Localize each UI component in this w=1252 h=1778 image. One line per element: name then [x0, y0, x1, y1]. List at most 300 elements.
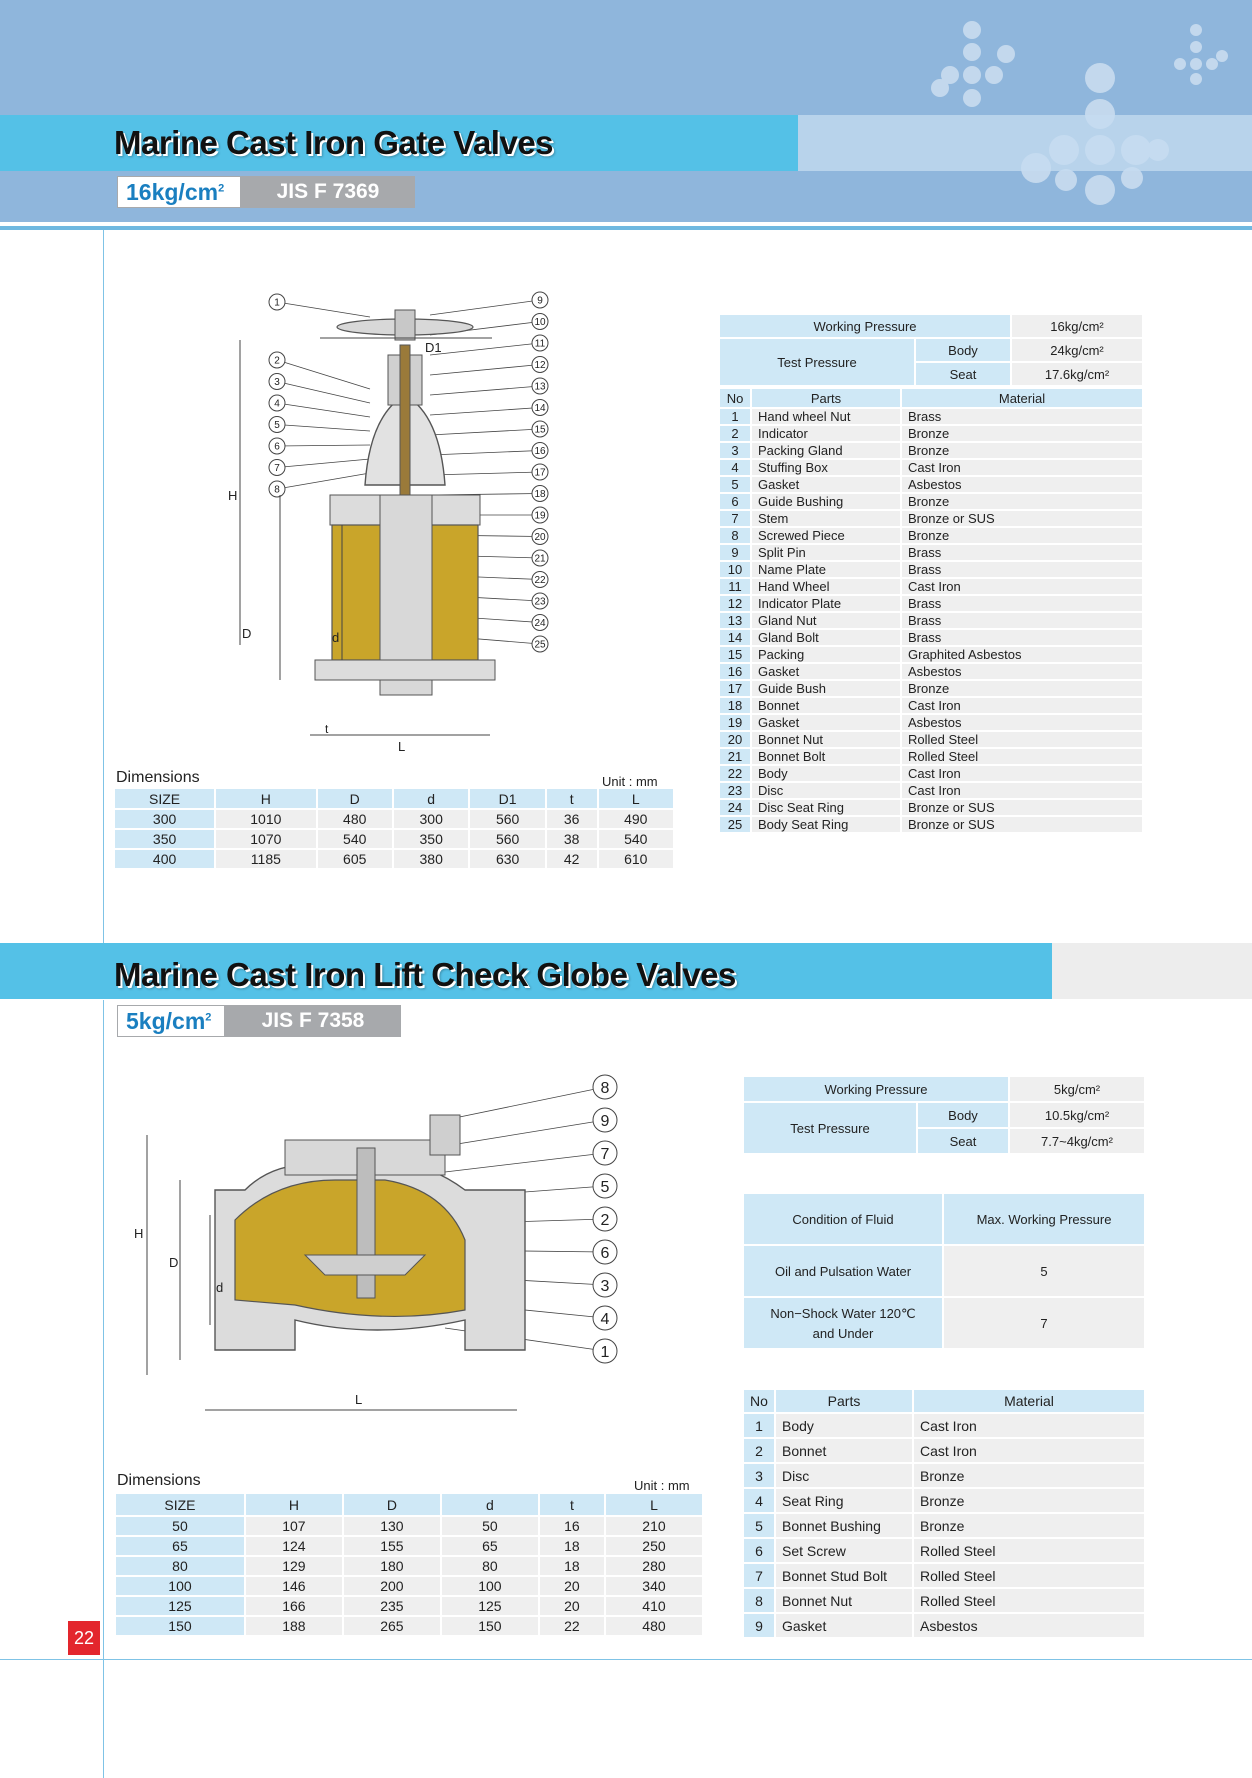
dim-cell: 250 [606, 1537, 702, 1555]
table-row [720, 732, 1142, 747]
part-name: Bonnet Stud Bolt [782, 1567, 888, 1584]
fluid-condition-2-line1: Non−Shock Water 120℃ [770, 1305, 916, 1321]
svg-text:D: D [242, 626, 252, 641]
table-row [744, 1464, 1144, 1487]
part-no: 12 [720, 596, 750, 611]
callout-number: 5 [274, 420, 280, 432]
table-row [720, 698, 1142, 713]
dim-col-header: H [246, 1494, 342, 1515]
dim-col-header: d [394, 789, 468, 808]
table-row [116, 1517, 702, 1535]
gate-standard-badge: JIS F 7369 [241, 176, 415, 208]
part-material: Brass [908, 562, 942, 577]
dim-cell: 80 [442, 1557, 538, 1575]
part-no: 20 [720, 732, 750, 747]
dim-cell: 50 [442, 1517, 538, 1535]
callout-number: 8 [274, 484, 280, 496]
table-row [720, 783, 1142, 798]
part-name: Bonnet Bushing [782, 1517, 881, 1534]
part-no: 3 [744, 1464, 774, 1487]
part-name: Disc [782, 1467, 810, 1484]
globe-parts-col-parts: Parts [776, 1390, 912, 1412]
table-row [720, 596, 1142, 611]
table-row [720, 800, 1142, 815]
part-no: 4 [744, 1489, 774, 1512]
globe-left-rule [103, 1000, 104, 1778]
dim-col-header: D [318, 789, 392, 808]
table-row [720, 511, 1142, 526]
globe-dimensions-table [114, 1492, 704, 1637]
globe-seat-label: Seat [918, 1129, 1008, 1153]
dim-cell: 38 [547, 830, 597, 848]
gate-unit-label: Unit : mm [602, 774, 658, 789]
callout-number: 18 [534, 489, 546, 501]
dim-cell: 235 [344, 1597, 440, 1615]
dim-cell: 490 [599, 810, 674, 828]
table-row [720, 817, 1142, 832]
dim-cell: 560 [470, 810, 544, 828]
table-row [720, 409, 1142, 424]
dim-cell: 22 [540, 1617, 604, 1635]
dim-cell: 155 [344, 1537, 440, 1555]
dim-cell: 124 [246, 1537, 342, 1555]
part-name: Gland Bolt [758, 630, 819, 645]
callout-number: 2 [600, 1211, 610, 1229]
fluid-value-2: 7 [944, 1298, 1144, 1348]
callout-marker [430, 443, 548, 459]
fluid-value-1: 5 [944, 1246, 1144, 1296]
table-row [720, 545, 1142, 560]
part-material: Brass [908, 630, 942, 645]
part-no: 21 [720, 749, 750, 764]
part-no: 5 [744, 1514, 774, 1537]
part-name: Bonnet Nut [782, 1592, 853, 1609]
gate-parts-col-no: No [720, 389, 750, 407]
dim-cell: 50 [116, 1517, 244, 1535]
table-row [115, 850, 673, 868]
callout-marker [430, 421, 548, 437]
callout-number: 12 [534, 360, 546, 372]
part-no: 2 [744, 1439, 774, 1462]
dim-cell: 410 [606, 1597, 702, 1615]
dim-col-header: t [547, 789, 597, 808]
part-no: 5 [720, 477, 750, 492]
part-no: 13 [720, 613, 750, 628]
part-material: Asbestos [920, 1617, 978, 1634]
dim-cell: 540 [318, 830, 392, 848]
dim-cell: 130 [344, 1517, 440, 1535]
callout-number: 25 [534, 639, 546, 651]
part-material: Asbestos [908, 477, 962, 492]
dim-cell: 129 [246, 1557, 342, 1575]
dim-cell: 300 [115, 810, 214, 828]
callout-number: 20 [534, 532, 546, 544]
dim-cell: 36 [547, 810, 597, 828]
callout-marker [269, 395, 370, 417]
dim-cell: 188 [246, 1617, 342, 1635]
svg-text:d: d [332, 630, 340, 645]
part-name: Split Pin [758, 545, 806, 560]
part-no: 25 [720, 817, 750, 832]
globe-test-label: Test Pressure [744, 1103, 916, 1153]
callout-number: 4 [274, 398, 280, 410]
globe-pressure-badge [117, 1005, 225, 1037]
part-material: Rolled Steel [908, 749, 979, 764]
table-row [720, 681, 1142, 696]
part-no: 23 [720, 783, 750, 798]
part-material: Rolled Steel [920, 1567, 996, 1584]
part-material: Asbestos [908, 715, 962, 730]
part-name: Packing [758, 647, 805, 662]
part-name: Bonnet Nut [758, 732, 824, 747]
part-material: Cast Iron [908, 698, 961, 713]
part-no: 22 [720, 766, 750, 781]
svg-text:D1: D1 [425, 340, 442, 355]
callout-number: 11 [534, 338, 546, 350]
dim-cell: 380 [394, 850, 468, 868]
dim-cell: 210 [606, 1517, 702, 1535]
callout-marker [430, 400, 548, 416]
callout-marker [445, 1108, 617, 1146]
dim-cell: 200 [344, 1577, 440, 1595]
dim-col-header: H [216, 789, 315, 808]
part-material: Brass [908, 596, 942, 611]
part-material: Brass [908, 409, 942, 424]
part-no: 19 [720, 715, 750, 730]
dim-cell: 630 [470, 850, 544, 868]
callout-marker [269, 294, 370, 317]
part-no: 11 [720, 579, 750, 594]
callout-number: 9 [537, 295, 543, 307]
svg-text:H: H [134, 1226, 144, 1241]
svg-text:L: L [355, 1392, 363, 1407]
callout-marker [430, 357, 548, 376]
dim-cell: 42 [547, 850, 597, 868]
dim-col-header: t [540, 1494, 604, 1515]
part-material: Brass [908, 613, 942, 628]
callout-number: 3 [274, 377, 280, 389]
table-row [720, 579, 1142, 594]
table-row [115, 830, 673, 848]
part-no: 7 [720, 511, 750, 526]
footer-rule [0, 1659, 1252, 1660]
dim-cell: 166 [246, 1597, 342, 1615]
gate-working-label: Working Pressure [720, 315, 1010, 337]
gate-valve-diagram [220, 285, 570, 765]
dim-cell: 150 [116, 1617, 244, 1635]
globe-body-value: 10.5kg/cm² [1010, 1103, 1144, 1127]
callout-number: 14 [534, 403, 546, 415]
part-material: Cast Iron [920, 1442, 977, 1459]
dim-col-header: D1 [470, 789, 544, 808]
dim-cell: 80 [116, 1557, 244, 1575]
table-row [720, 664, 1142, 679]
part-name: Gasket [758, 715, 800, 730]
table-row [116, 1557, 702, 1575]
table-row [720, 766, 1142, 781]
dim-cell: 605 [318, 850, 392, 868]
callout-number: 1 [600, 1343, 610, 1361]
part-name: Packing Gland [758, 443, 843, 458]
part-name: Guide Bush [758, 681, 826, 696]
callout-number: 7 [600, 1145, 610, 1163]
part-name: Gasket [758, 477, 800, 492]
part-name: Gasket [758, 664, 800, 679]
dim-cell: 146 [246, 1577, 342, 1595]
callout-number: 24 [534, 618, 546, 630]
table-row [744, 1489, 1144, 1512]
part-name: Set Screw [782, 1542, 846, 1559]
gate-test-label: Test Pressure [720, 339, 914, 385]
dim-cell: 350 [394, 830, 468, 848]
gate-dimensions-label: Dimensions [116, 769, 200, 786]
part-material: Asbestos [908, 664, 962, 679]
gate-seat-label: Seat [916, 363, 1010, 385]
callout-marker [269, 438, 370, 454]
svg-text:t: t [325, 722, 329, 736]
part-name: Indicator Plate [758, 596, 842, 611]
part-no: 1 [744, 1414, 774, 1437]
fluid-condition-1: Oil and Pulsation Water [744, 1246, 942, 1296]
globe-pressure-badge-sup: 2 [205, 1011, 212, 1024]
dim-cell: 125 [116, 1597, 244, 1615]
table-row [720, 715, 1142, 730]
table-row [744, 1514, 1144, 1537]
dim-col-header: SIZE [116, 1494, 244, 1515]
callout-marker [430, 464, 548, 480]
dim-cell: 350 [115, 830, 214, 848]
callout-marker [269, 473, 370, 497]
dim-col-header: L [599, 789, 674, 808]
dim-cell: 400 [115, 850, 214, 868]
part-name: Disc [758, 783, 784, 798]
callout-number: 4 [600, 1310, 610, 1328]
table-row [720, 613, 1142, 628]
fluid-condition-header: Condition of Fluid [744, 1194, 942, 1244]
part-name: Bonnet Bolt [758, 749, 826, 764]
gate-body-value: 24kg/cm² [1012, 339, 1142, 361]
globe-body-label: Body [918, 1103, 1008, 1127]
dim-cell: 20 [540, 1577, 604, 1595]
callout-marker [269, 459, 370, 476]
gate-title-bar-right [798, 115, 1252, 171]
globe-pressure-badge-text: 5kg/cm [126, 1008, 206, 1034]
fluid-condition-2-line2: and Under [812, 1325, 874, 1341]
part-name: Name Plate [758, 562, 826, 577]
dim-cell: 1185 [216, 850, 315, 868]
dim-cell: 18 [540, 1557, 604, 1575]
part-name: Hand wheel Nut [758, 409, 851, 424]
callout-number: 23 [534, 596, 546, 608]
table-row [720, 426, 1142, 441]
part-name: Gasket [782, 1617, 827, 1634]
header-band-underline [0, 226, 1252, 230]
callout-number: 7 [274, 463, 280, 475]
table-row [116, 1617, 702, 1635]
callout-number: 1 [274, 297, 280, 309]
part-material: Bronze or SUS [908, 800, 995, 815]
callout-number: 3 [600, 1277, 610, 1295]
svg-text:D: D [169, 1255, 179, 1270]
part-material: Rolled Steel [920, 1542, 996, 1559]
dim-cell: 65 [116, 1537, 244, 1555]
globe-parts-col-no: No [744, 1390, 774, 1412]
dim-cell: 480 [318, 810, 392, 828]
part-name: Bonnet [782, 1442, 827, 1459]
globe-parts-table [742, 1388, 1146, 1639]
dim-cell: 1010 [216, 810, 315, 828]
callout-number: 9 [600, 1112, 610, 1130]
dim-col-header: L [606, 1494, 702, 1515]
part-name: Body [758, 766, 788, 781]
part-name: Hand Wheel [758, 579, 830, 594]
part-no: 15 [720, 647, 750, 662]
table-row [116, 1577, 702, 1595]
dim-cell: 125 [442, 1597, 538, 1615]
part-name: Body [782, 1417, 814, 1434]
part-no: 4 [720, 460, 750, 475]
part-no: 1 [720, 409, 750, 424]
part-no: 2 [720, 426, 750, 441]
table-row [744, 1589, 1144, 1612]
globe-standard-badge: JIS F 7358 [225, 1005, 401, 1037]
globe-seat-value: 7.7~4kg/cm² [1010, 1129, 1144, 1153]
callout-number: 17 [534, 467, 546, 479]
table-row [116, 1537, 702, 1555]
dim-cell: 540 [599, 830, 674, 848]
table-row [720, 749, 1142, 764]
table-row [720, 647, 1142, 662]
part-material: Rolled Steel [908, 732, 979, 747]
dim-cell: 610 [599, 850, 674, 868]
dim-cell: 1070 [216, 830, 315, 848]
dim-col-header: D [344, 1494, 440, 1515]
part-no: 8 [744, 1589, 774, 1612]
gate-title: Marine Cast Iron Gate Valves [114, 124, 554, 161]
dim-cell: 20 [540, 1597, 604, 1615]
part-material: Bronze [920, 1467, 965, 1484]
dim-cell: 560 [470, 830, 544, 848]
part-material: Cast Iron [908, 783, 961, 798]
part-material: Cast Iron [920, 1417, 977, 1434]
gate-seat-value: 17.6kg/cm² [1012, 363, 1142, 385]
gate-pressure-table [718, 313, 1144, 387]
part-material: Bronze [908, 443, 950, 458]
gate-pressure-badge-text: 16kg/cm [126, 179, 219, 205]
table-row [720, 477, 1142, 492]
callout-marker [269, 417, 370, 433]
part-no: 17 [720, 681, 750, 696]
callout-number: 6 [600, 1244, 610, 1262]
globe-working-value: 5kg/cm² [1010, 1077, 1144, 1101]
table-row [720, 630, 1142, 645]
callout-number: 5 [600, 1178, 610, 1196]
part-material: Bronze or SUS [908, 511, 995, 526]
part-material: Brass [908, 545, 942, 560]
part-material: Cast Iron [908, 460, 961, 475]
callout-number: 22 [534, 575, 546, 587]
table-row [744, 1414, 1144, 1437]
globe-pressure-table [742, 1075, 1146, 1155]
part-name: Guide Bushing [758, 494, 844, 509]
page-number: 22 [68, 1621, 100, 1655]
dim-col-header: d [442, 1494, 538, 1515]
fluid-condition-2 [744, 1298, 942, 1348]
gate-body-label: Body [916, 339, 1010, 361]
dim-cell: 100 [442, 1577, 538, 1595]
part-name: Body Seat Ring [758, 817, 849, 832]
part-no: 6 [744, 1539, 774, 1562]
part-material: Cast Iron [908, 579, 961, 594]
dim-cell: 180 [344, 1557, 440, 1575]
globe-working-label: Working Pressure [744, 1077, 1008, 1101]
part-material: Rolled Steel [920, 1592, 996, 1609]
globe-title-bar-right [1052, 943, 1252, 999]
table-row [744, 1614, 1144, 1637]
dim-cell: 107 [246, 1517, 342, 1535]
callout-number: 10 [534, 317, 546, 329]
part-no: 3 [720, 443, 750, 458]
callout-number: 6 [274, 441, 280, 453]
globe-fluid-table [742, 1192, 1146, 1350]
dim-cell: 480 [606, 1617, 702, 1635]
part-name: Indicator [758, 426, 808, 441]
part-name: Stuffing Box [758, 460, 828, 475]
svg-text:H: H [228, 488, 238, 503]
part-material: Bronze or SUS [908, 817, 995, 832]
part-material: Bronze [908, 681, 950, 696]
part-material: Bronze [908, 426, 950, 441]
callout-marker [430, 292, 548, 315]
table-row [720, 443, 1142, 458]
globe-unit-label: Unit : mm [634, 1478, 690, 1493]
part-no: 10 [720, 562, 750, 577]
part-no: 14 [720, 630, 750, 645]
callout-number: 15 [534, 424, 546, 436]
callout-number: 21 [534, 553, 546, 565]
dim-col-header: SIZE [115, 789, 214, 808]
dim-cell: 265 [344, 1617, 440, 1635]
part-no: 16 [720, 664, 750, 679]
part-name: Screwed Piece [758, 528, 845, 543]
part-no: 6 [720, 494, 750, 509]
part-material: Bronze [908, 528, 950, 543]
globe-title: Marine Cast Iron Lift Check Globe Valves [114, 956, 736, 993]
gate-pressure-badge-sup: 2 [218, 182, 225, 195]
svg-text:L: L [398, 739, 406, 754]
part-material: Bronze [920, 1492, 965, 1509]
gate-pressure-badge [117, 176, 241, 208]
globe-dimensions-label: Dimensions [117, 1472, 201, 1489]
gate-parts-col-material: Material [902, 389, 1142, 407]
table-row [720, 460, 1142, 475]
gate-parts-table [718, 387, 1144, 834]
part-no: 9 [744, 1614, 774, 1637]
callout-number: 19 [534, 510, 546, 522]
callout-number: 16 [534, 446, 546, 458]
svg-text:d: d [216, 1280, 224, 1295]
part-material: Cast Iron [908, 766, 961, 781]
callout-number: 2 [274, 355, 280, 367]
part-no: 8 [720, 528, 750, 543]
callout-marker [430, 378, 548, 395]
part-material: Bronze [920, 1517, 965, 1534]
gate-parts-col-parts: Parts [752, 389, 900, 407]
table-row [115, 810, 673, 828]
callout-number: 8 [600, 1079, 610, 1097]
dim-cell: 280 [606, 1557, 702, 1575]
dim-cell: 18 [540, 1537, 604, 1555]
